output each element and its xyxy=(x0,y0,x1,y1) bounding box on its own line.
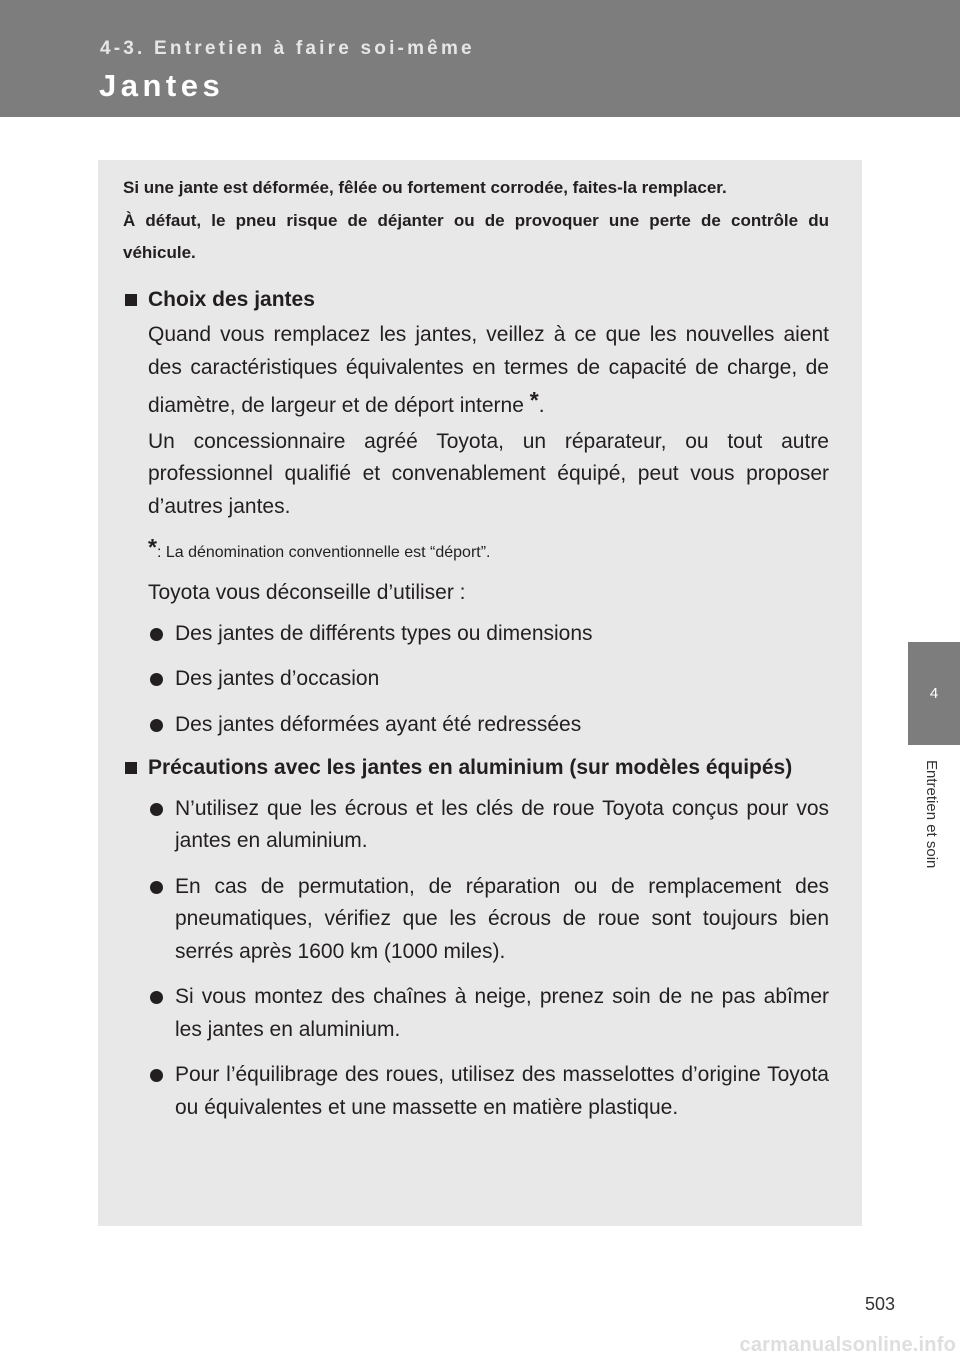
intro-text-1: Si une jante est déformée, fêlée ou fortement corrodée, faites-la remplacer. xyxy=(123,178,727,197)
page-title: Jantes xyxy=(99,68,225,103)
list-item-text: Des jantes de différents types ou dimensions xyxy=(175,621,593,645)
bullet-dot-icon xyxy=(150,881,163,894)
heading-choix-des-jantes xyxy=(123,284,829,317)
list-item xyxy=(123,1059,829,1124)
page-header xyxy=(0,0,960,117)
paragraph-text: Quand vous remplacez les jantes, veillez à ce que les nouvelles aient des caractéristiques équivalentes en termes de capacité de charge, de diamètre, de largeur et de déport interne xyxy=(148,323,829,417)
chapter-number: 4 xyxy=(929,685,939,702)
bullet-dot-icon xyxy=(150,719,163,732)
list-item-text: Si vous montez des chaînes à neige, prenez soin de ne pas abîmer les jantes en aluminium. xyxy=(175,985,829,1041)
list-item-text: N’utilisez que les écrous et les clés de roue Toyota conçus pour vos jantes en aluminium. xyxy=(175,796,829,852)
paragraph-period: . xyxy=(538,394,545,417)
paragraph-choice xyxy=(123,319,829,423)
footnote-text: : La dénomination conventionnelle est “déport”. xyxy=(156,544,491,561)
asterisk-mark: * xyxy=(529,387,539,413)
bullet-dot-icon xyxy=(150,628,163,641)
watermark: carmanualsonline.info xyxy=(739,1334,956,1356)
page-number: 503 xyxy=(864,1294,895,1314)
heading-precautions-aluminium xyxy=(123,752,829,785)
bullet-dot-icon xyxy=(150,991,163,1004)
list-item xyxy=(123,618,829,651)
intro-text-2: À défaut, le pneu risque de déjanter ou de provoquer une perte de contrôle du véhicule. xyxy=(123,210,829,262)
lead-text: Toyota vous déconseille d’utiliser : xyxy=(148,581,466,604)
bullet-dot-icon xyxy=(150,803,163,816)
list-item-text: Pour l’équilibrage des roues, utilisez des masselottes d’origine Toyota ou équivalentes et une massette en matière plastique. xyxy=(175,1063,829,1119)
list-item xyxy=(123,981,829,1046)
square-bullet-icon xyxy=(125,762,137,774)
list-item xyxy=(123,709,829,742)
footnote-asterisk: * xyxy=(148,534,157,560)
list-item-text: Des jantes déformées ayant été redressées xyxy=(175,712,582,736)
square-bullet-icon xyxy=(125,294,137,306)
chapter-label: Entretien et soin xyxy=(923,760,940,869)
list-item xyxy=(123,871,829,969)
list-item xyxy=(123,663,829,696)
content-box xyxy=(98,160,862,1226)
heading-text: Précautions avec les jantes en aluminium (sur modèles équipés) xyxy=(148,756,793,779)
list-item xyxy=(123,793,829,858)
bullet-dot-icon xyxy=(150,1069,163,1082)
chapter-tab xyxy=(908,642,960,745)
bullet-dot-icon xyxy=(150,673,163,686)
paragraph-dealer: Un concessionnaire agréé Toyota, un réparateur, ou tout autre professionnel qualifié et convenablement équipé, peut vous proposer d’autres jantes. xyxy=(148,429,829,518)
list-item-text: En cas de permutation, de réparation ou de remplacement des pneumatiques, vérifiez que les écrous de roue sont toujours bien serrés après 1600 km (1000 miles). xyxy=(175,874,829,963)
section-label: 4-3. Entretien à faire soi-même xyxy=(100,38,475,59)
list-item-text: Des jantes d’occasion xyxy=(175,667,380,690)
footnote xyxy=(123,534,829,563)
heading-text: Choix des jantes xyxy=(148,287,315,311)
